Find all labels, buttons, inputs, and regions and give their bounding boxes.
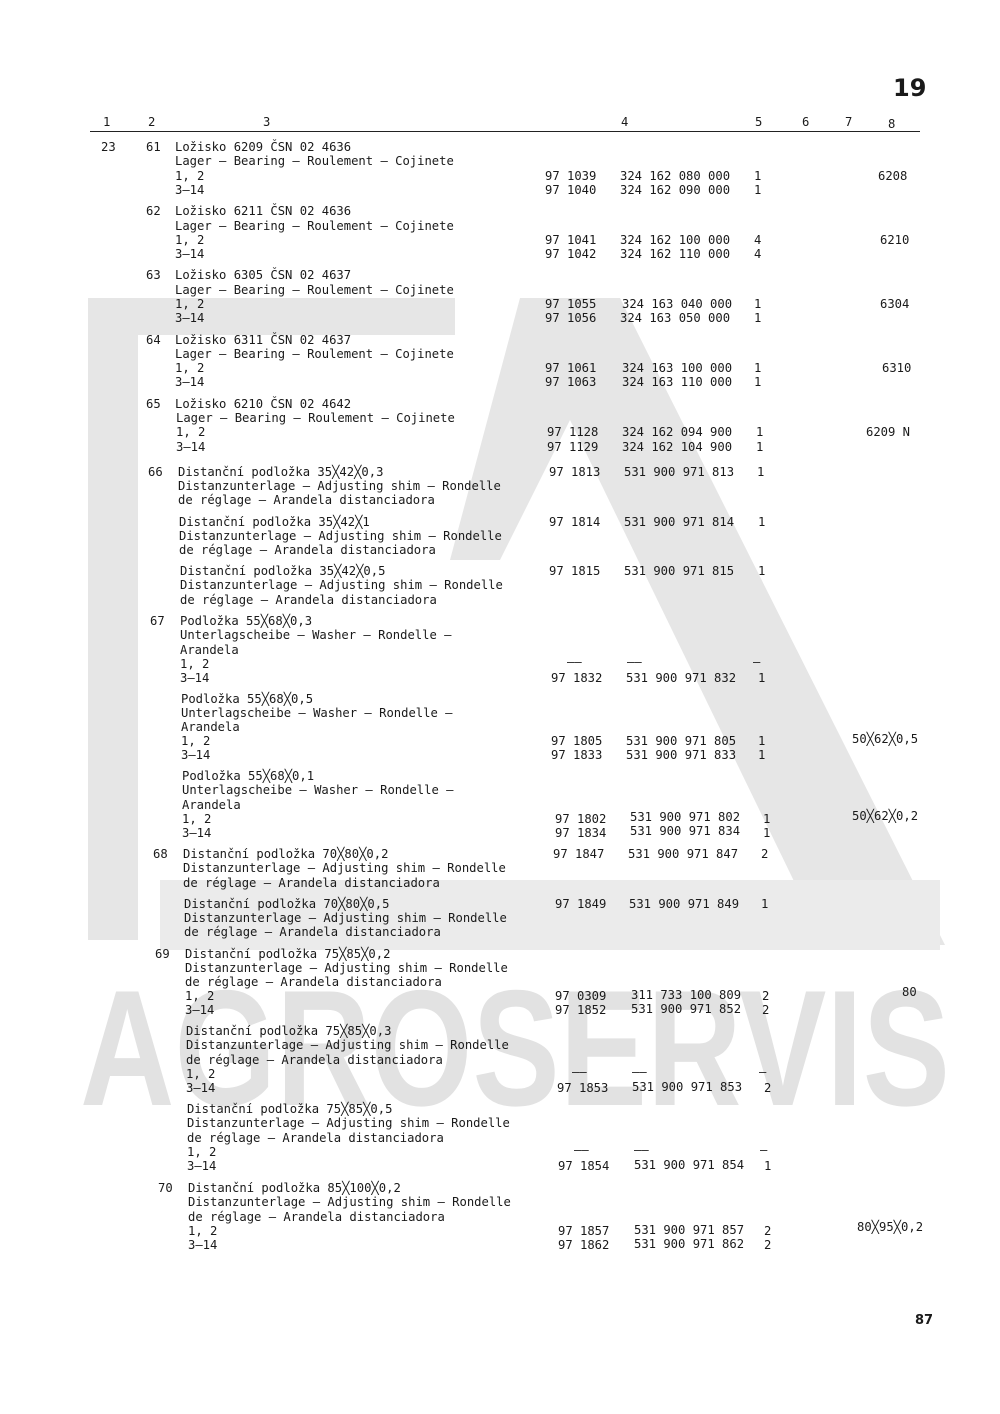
col-header-5: 5 xyxy=(755,115,763,129)
quantity: 1 xyxy=(754,169,762,183)
part-title: Distanční podložka 85╳100╳0,2 xyxy=(188,1181,401,1195)
quantity: 1 xyxy=(754,183,762,197)
part-translation: de réglage — Arandela distanciadora xyxy=(188,1210,445,1224)
empty-dash: —— xyxy=(632,1065,647,1079)
quantity: 2 xyxy=(764,1238,772,1252)
item-number: 65 xyxy=(146,397,161,411)
part-number: 97 1849 xyxy=(555,897,607,911)
catalog-number: 531 900 971 814 xyxy=(624,515,735,529)
catalog-number: 531 900 971 813 xyxy=(624,465,735,479)
remark: 50╳62╳0,5 xyxy=(852,732,919,746)
item-number: 63 xyxy=(146,268,161,282)
remark: 50╳62╳0,2 xyxy=(852,809,919,823)
empty-dash: —— xyxy=(574,1143,589,1157)
variant: 1, 2 xyxy=(186,1067,216,1081)
catalog-number: 324 162 110 000 xyxy=(620,247,731,261)
remark: 6310 xyxy=(882,361,912,375)
quantity: 2 xyxy=(764,1081,772,1095)
part-translation: Lager — Bearing — Roulement — Cojinete xyxy=(175,283,454,297)
item-number: 66 xyxy=(148,465,163,479)
variant: 1, 2 xyxy=(188,1224,218,1238)
part-translation: Distanzunterlage — Adjusting shim — Rondelle xyxy=(179,529,502,543)
part-number: 97 1853 xyxy=(557,1081,609,1095)
remark: 6210 xyxy=(880,233,910,247)
item-number: 62 xyxy=(146,204,161,218)
catalog-number: 324 162 080 000 xyxy=(620,169,731,183)
part-title: Ložisko 6211 ČSN 02 4636 xyxy=(175,204,352,218)
col-header-1: 1 xyxy=(103,115,111,129)
catalog-number: 324 162 094 900 xyxy=(622,425,733,439)
variant: 3—14 xyxy=(181,748,211,762)
catalog-number: 324 163 040 000 xyxy=(622,297,733,311)
part-translation: de réglage — Arandela distanciadora xyxy=(185,975,442,989)
part-title: Distanční podložka 75╳85╳0,5 xyxy=(187,1102,393,1116)
part-translation: de réglage — Arandela distanciadora xyxy=(186,1053,443,1067)
part-number: 97 1805 xyxy=(551,734,603,748)
col-header-6: 6 xyxy=(802,115,810,129)
variant: 3—14 xyxy=(180,671,210,685)
part-number: 97 1041 xyxy=(545,233,597,247)
item-number: 64 xyxy=(146,333,161,347)
section-number: 19 xyxy=(893,74,927,102)
part-number: 97 1042 xyxy=(545,247,597,261)
empty-dash: —— xyxy=(572,1065,587,1079)
part-number: 97 1847 xyxy=(553,847,605,861)
variant: 3—14 xyxy=(175,183,205,197)
catalog-number: 531 900 971 834 xyxy=(630,824,741,838)
quantity: 1 xyxy=(756,440,764,454)
empty-dash: —— xyxy=(567,655,582,669)
quantity: 1 xyxy=(757,465,765,479)
part-translation: Unterlagscheibe — Washer — Rondelle — xyxy=(180,628,452,642)
part-translation: Distanzunterlage — Adjusting shim — Rondelle xyxy=(185,961,508,975)
catalog-number: 311 733 100 809 xyxy=(631,988,742,1002)
catalog-number: 324 163 050 000 xyxy=(620,311,731,325)
catalog-number: 531 900 971 832 xyxy=(626,671,737,685)
part-number: 97 1813 xyxy=(549,465,601,479)
part-translation: Distanzunterlage — Adjusting shim — Rondelle xyxy=(188,1195,511,1209)
part-translation: Lager — Bearing — Roulement — Cojinete xyxy=(175,347,454,361)
quantity: 1 xyxy=(756,425,764,439)
catalog-number: 531 900 971 847 xyxy=(628,847,739,861)
variant: 3—14 xyxy=(185,1003,215,1017)
part-title: Distanční podložka 75╳85╳0,2 xyxy=(185,947,391,961)
part-title: Distanční podložka 35╳42╳0,5 xyxy=(180,564,386,578)
empty-dash: — xyxy=(759,1065,767,1079)
part-title: Podložka 55╳68╳0,5 xyxy=(181,692,314,706)
part-translation: Arandela xyxy=(181,720,240,734)
quantity: 2 xyxy=(762,1003,770,1017)
part-number: 97 1128 xyxy=(547,425,599,439)
quantity: 2 xyxy=(762,989,770,1003)
part-translation: Distanzunterlage — Adjusting shim — Rondelle xyxy=(178,479,501,493)
watermark-text: AGROSERVIS xyxy=(80,956,950,1140)
part-number: 97 1061 xyxy=(545,361,597,375)
catalog-number: 531 900 971 852 xyxy=(631,1002,742,1016)
variant: 3—14 xyxy=(186,1081,216,1095)
item-number: 69 xyxy=(155,947,170,961)
variant: 3—14 xyxy=(188,1238,218,1252)
quantity: 1 xyxy=(754,361,762,375)
empty-dash: — xyxy=(760,1143,768,1157)
catalog-number: 531 900 971 857 xyxy=(634,1223,745,1237)
quantity: 1 xyxy=(763,826,771,840)
variant: 3—14 xyxy=(187,1159,217,1173)
quantity: 1 xyxy=(764,1159,772,1173)
remark: 80 xyxy=(902,985,917,999)
variant: 1, 2 xyxy=(187,1145,217,1159)
variant: 1, 2 xyxy=(175,169,205,183)
part-number: 97 1814 xyxy=(549,515,601,529)
quantity: 1 xyxy=(758,748,766,762)
part-translation: Lager — Bearing — Roulement — Cojinete xyxy=(176,411,455,425)
col-header-2: 2 xyxy=(148,115,156,129)
part-title: Ložisko 6210 ČSN 02 4642 xyxy=(175,397,352,411)
item-number: 61 xyxy=(146,140,161,154)
quantity: 4 xyxy=(754,247,762,261)
part-title: Podložka 55╳68╳0,1 xyxy=(182,769,315,783)
catalog-number: 531 900 971 849 xyxy=(629,897,740,911)
catalog-number: 531 900 971 815 xyxy=(624,564,735,578)
quantity: 1 xyxy=(758,671,766,685)
part-number: 97 1857 xyxy=(558,1224,610,1238)
col-header-4: 4 xyxy=(621,115,629,129)
item-number: 68 xyxy=(153,847,168,861)
remark: 6304 xyxy=(880,297,910,311)
part-translation: de réglage — Arandela distanciadora xyxy=(187,1131,444,1145)
variant: 1, 2 xyxy=(175,297,205,311)
part-title: Ložisko 6305 ČSN 02 4637 xyxy=(175,268,352,282)
part-title: Distanční podložka 35╳42╳0,3 xyxy=(178,465,384,479)
col-header-3: 3 xyxy=(263,115,271,129)
group-number: 23 xyxy=(101,140,116,154)
item-number: 70 xyxy=(158,1181,173,1195)
part-number: 97 1039 xyxy=(545,169,597,183)
part-title: Distanční podložka 70╳80╳0,5 xyxy=(184,897,390,911)
variant: 1, 2 xyxy=(181,734,211,748)
catalog-number: 531 900 971 862 xyxy=(634,1237,745,1251)
part-translation: Lager — Bearing — Roulement — Cojinete xyxy=(175,154,454,168)
page-number: 87 xyxy=(915,1313,934,1328)
variant: 1, 2 xyxy=(176,425,206,439)
part-number: 97 1063 xyxy=(545,375,597,389)
quantity: 1 xyxy=(754,311,762,325)
variant: 1, 2 xyxy=(185,989,215,1003)
remark: 6209 N xyxy=(866,425,911,439)
header-rule xyxy=(90,131,920,132)
variant: 3—14 xyxy=(182,826,212,840)
item-number: 67 xyxy=(150,614,165,628)
catalog-number: 324 162 104 900 xyxy=(622,440,733,454)
part-number: 97 0309 xyxy=(555,989,607,1003)
part-translation: de réglage — Arandela distanciadora xyxy=(178,493,435,507)
variant: 3—14 xyxy=(176,440,206,454)
part-number: 97 1815 xyxy=(549,564,601,578)
quantity: 1 xyxy=(758,564,766,578)
catalog-number: 324 162 090 000 xyxy=(620,183,731,197)
part-translation: Arandela xyxy=(182,798,241,812)
catalog-number: 324 162 100 000 xyxy=(620,233,731,247)
quantity: 1 xyxy=(754,375,762,389)
remark: 80╳95╳0,2 xyxy=(857,1220,924,1234)
part-title: Podložka 55╳68╳0,3 xyxy=(180,614,313,628)
part-translation: Lager — Bearing — Roulement — Cojinete xyxy=(175,219,454,233)
variant: 3—14 xyxy=(175,247,205,261)
quantity: 2 xyxy=(761,847,769,861)
variant: 1, 2 xyxy=(180,657,210,671)
part-number: 97 1854 xyxy=(558,1159,610,1173)
part-title: Ložisko 6209 ČSN 02 4636 xyxy=(175,140,352,154)
quantity: 1 xyxy=(763,812,771,826)
part-number: 97 1802 xyxy=(555,812,607,826)
remark: 6208 xyxy=(878,169,908,183)
part-number: 97 1862 xyxy=(558,1238,610,1252)
col-header-7: 7 xyxy=(845,115,853,129)
part-title: Distanční podložka 35╳42╳1 xyxy=(179,515,370,529)
part-translation: de réglage — Arandela distanciadora xyxy=(184,925,441,939)
quantity: 1 xyxy=(761,897,769,911)
part-translation: Unterlagscheibe — Washer — Rondelle — xyxy=(182,783,454,797)
col-header-8: 8 xyxy=(888,117,896,131)
part-number: 97 1129 xyxy=(547,440,599,454)
part-translation: Distanzunterlage — Adjusting shim — Rondelle xyxy=(183,861,506,875)
empty-dash: —— xyxy=(634,1143,649,1157)
part-translation: de réglage — Arandela distanciadora xyxy=(179,543,436,557)
part-translation: de réglage — Arandela distanciadora xyxy=(180,593,437,607)
part-number: 97 1055 xyxy=(545,297,597,311)
quantity: 1 xyxy=(758,515,766,529)
part-translation: Distanzunterlage — Adjusting shim — Rondelle xyxy=(180,578,503,592)
catalog-number: 324 163 100 000 xyxy=(622,361,733,375)
variant: 3—14 xyxy=(175,375,205,389)
part-number: 97 1040 xyxy=(545,183,597,197)
quantity: 1 xyxy=(758,734,766,748)
part-title: Ložisko 6311 ČSN 02 4637 xyxy=(175,333,352,347)
catalog-number: 324 163 110 000 xyxy=(622,375,733,389)
catalog-number: 531 900 971 805 xyxy=(626,734,737,748)
part-number: 97 1832 xyxy=(551,671,603,685)
quantity: 2 xyxy=(764,1224,772,1238)
variant: 1, 2 xyxy=(175,233,205,247)
part-number: 97 1833 xyxy=(551,748,603,762)
part-translation: Distanzunterlage — Adjusting shim — Rondelle xyxy=(186,1038,509,1052)
part-number: 97 1056 xyxy=(545,311,597,325)
part-title: Distanční podložka 70╳80╳0,2 xyxy=(183,847,389,861)
part-number: 97 1834 xyxy=(555,826,607,840)
catalog-number: 531 900 971 802 xyxy=(630,810,741,824)
part-translation: Distanzunterlage — Adjusting shim — Rondelle xyxy=(187,1116,510,1130)
part-translation: Unterlagscheibe — Washer — Rondelle — xyxy=(181,706,453,720)
empty-dash: — xyxy=(753,655,761,669)
part-title: Distanční podložka 75╳85╳0,3 xyxy=(186,1024,392,1038)
catalog-number: 531 900 971 853 xyxy=(632,1080,743,1094)
quantity: 1 xyxy=(754,297,762,311)
part-number: 97 1852 xyxy=(555,1003,607,1017)
part-translation: Arandela xyxy=(180,643,239,657)
variant: 1, 2 xyxy=(182,812,212,826)
quantity: 4 xyxy=(754,233,762,247)
part-translation: de réglage — Arandela distanciadora xyxy=(183,876,440,890)
variant: 1, 2 xyxy=(175,361,205,375)
part-translation: Distanzunterlage — Adjusting shim — Rondelle xyxy=(184,911,507,925)
variant: 3—14 xyxy=(175,311,205,325)
catalog-number: 531 900 971 833 xyxy=(626,748,737,762)
empty-dash: —— xyxy=(627,655,642,669)
catalog-number: 531 900 971 854 xyxy=(634,1158,745,1172)
